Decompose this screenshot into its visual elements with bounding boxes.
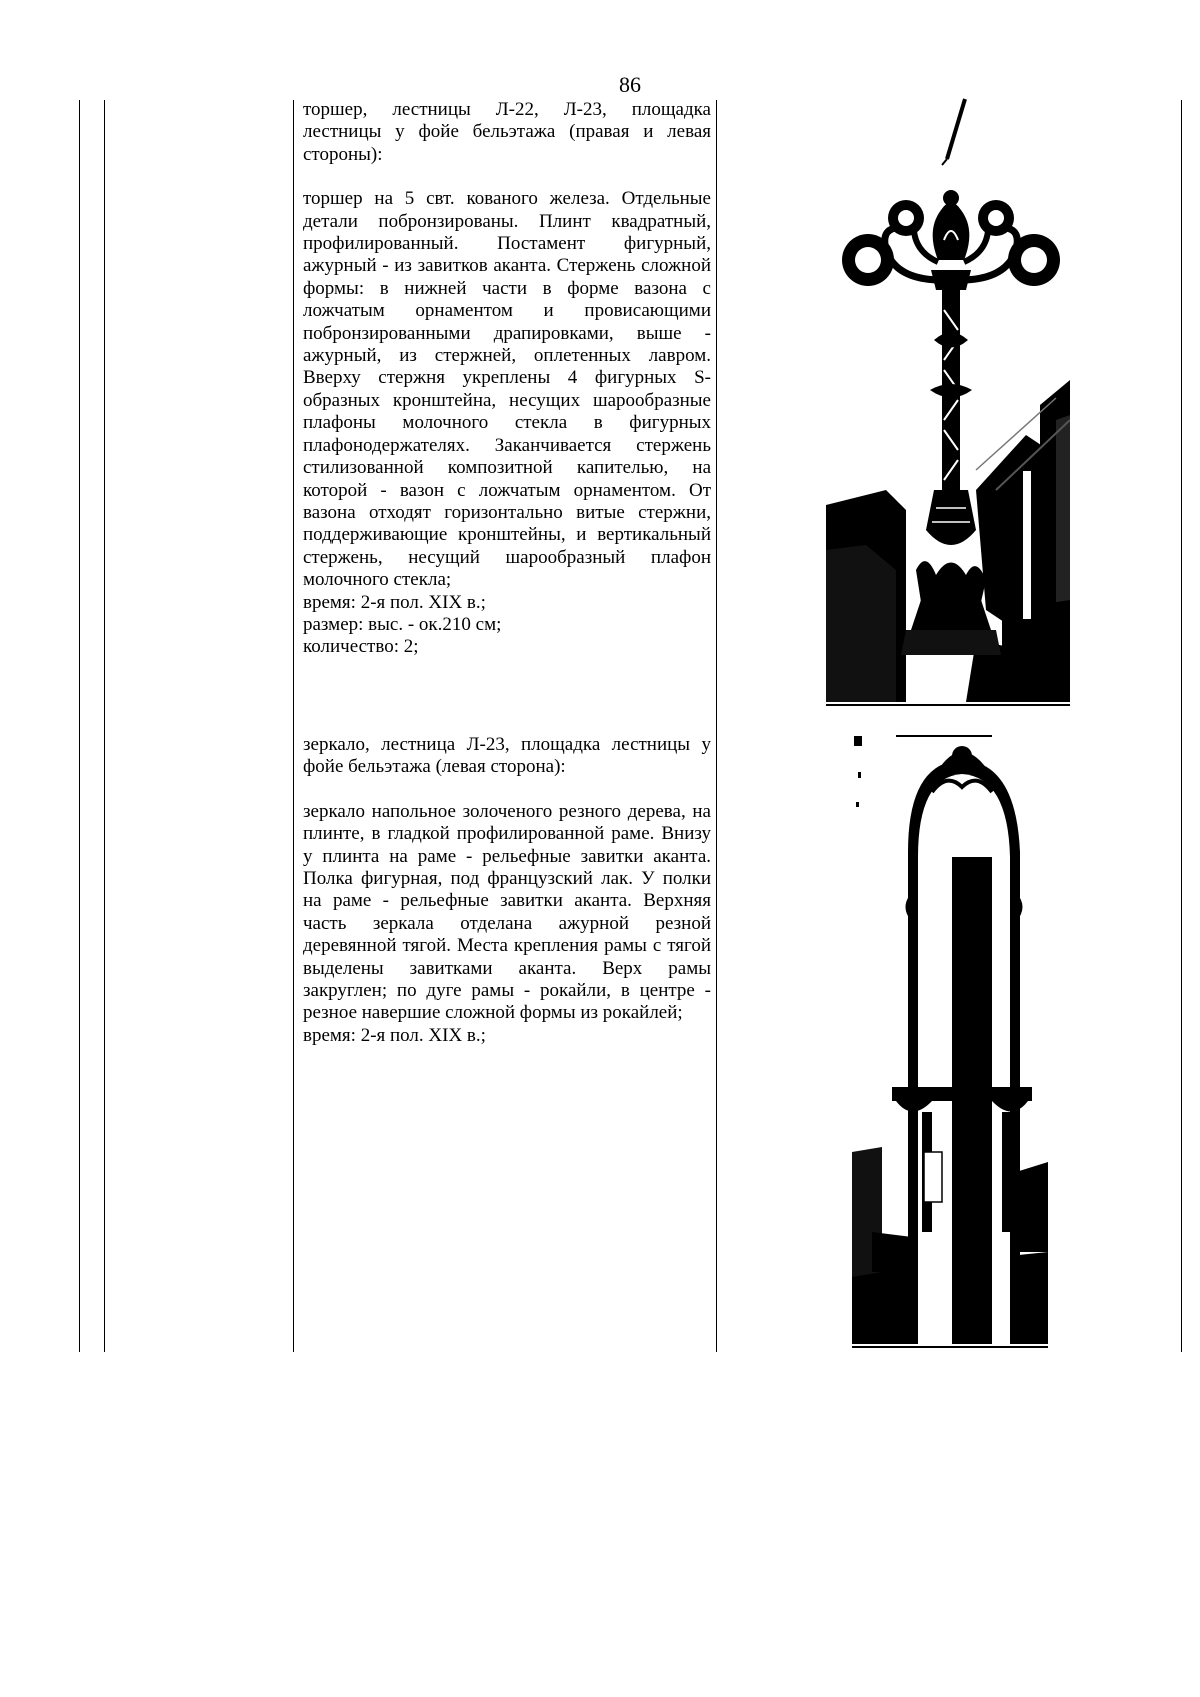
photo-underline: [826, 704, 1070, 706]
entry-mirror: [303, 734, 711, 1047]
table-column-divider-left: [293, 100, 294, 1352]
pen-mark: [935, 95, 975, 170]
table-border-left-outer: [79, 100, 80, 1352]
entry-description: торшер на 5 свт. кованого железа. Отдельные детали побронзированы. Плинт квадратный, профилированный. Постамент фигурный, ажурный - из завитков аканта. Стержень сложной формы: в нижней части в форме вазона с ложчатым орнаментом и провисающими побронзированными драпировками, выше - ажурный, из стержней, оплетенных лавром. Вверху стержня укреплены 4 фигурных S-образных кронштейна, несущих шарообразные плафоны молочного стекла в фигурных плафонодержателях. Заканчивается стержень стилизованной композитной капителью, на которой - вазон с ложчатым орнаментом. От вазона отходят горизонтально витые стержни, поддерживающие кронштейны, и вертикальный стержень, несущий шарообразный плафон молочного стекла;: [303, 188, 711, 591]
table-column-divider-right: [716, 100, 717, 1352]
entry-description: зеркало напольное золоченого резного дерева, на плинте, в гладкой профилированной раме. Внизу у плинта на раме - рельефные завитки аканта. Полка фигурная, под французский лак. У полки на раме - рельефные завитки аканта. Верхняя часть зеркала отделана ажурной резной деревянной тягой. Места крепления рамы с тягой выделены завитками аканта. Верх рамы закруглен; по дуге рамы - рокайли, в центре - резное навершие сложной формы из рокайлей;: [303, 800, 711, 1024]
photo-underline: [852, 1346, 1048, 1348]
floor-lamp-photo: [826, 190, 1070, 702]
table-border-right: [1181, 100, 1182, 1352]
entry-floor-lamp: [303, 99, 711, 659]
page-number: 86: [619, 72, 641, 97]
entry-size: размер: выс. - ок.210 см;: [303, 613, 502, 635]
entry-location: торшер, лестницы Л-22, Л-23, площадка лестницы у фойе бельэтажа (правая и левая стороны):: [303, 99, 711, 165]
table-border-left-inner: [104, 100, 105, 1352]
entry-location: зеркало, лестница Л-23, площадка лестницы у фойе бельэтажа (левая сторона):: [303, 734, 711, 778]
mirror-photo: [852, 732, 1048, 1344]
entry-quantity: количество: 2;: [303, 636, 419, 658]
entry-time: время: 2-я пол. XIX в.;: [303, 591, 486, 613]
entry-time: время: 2-я пол. XIX в.;: [303, 1024, 486, 1046]
